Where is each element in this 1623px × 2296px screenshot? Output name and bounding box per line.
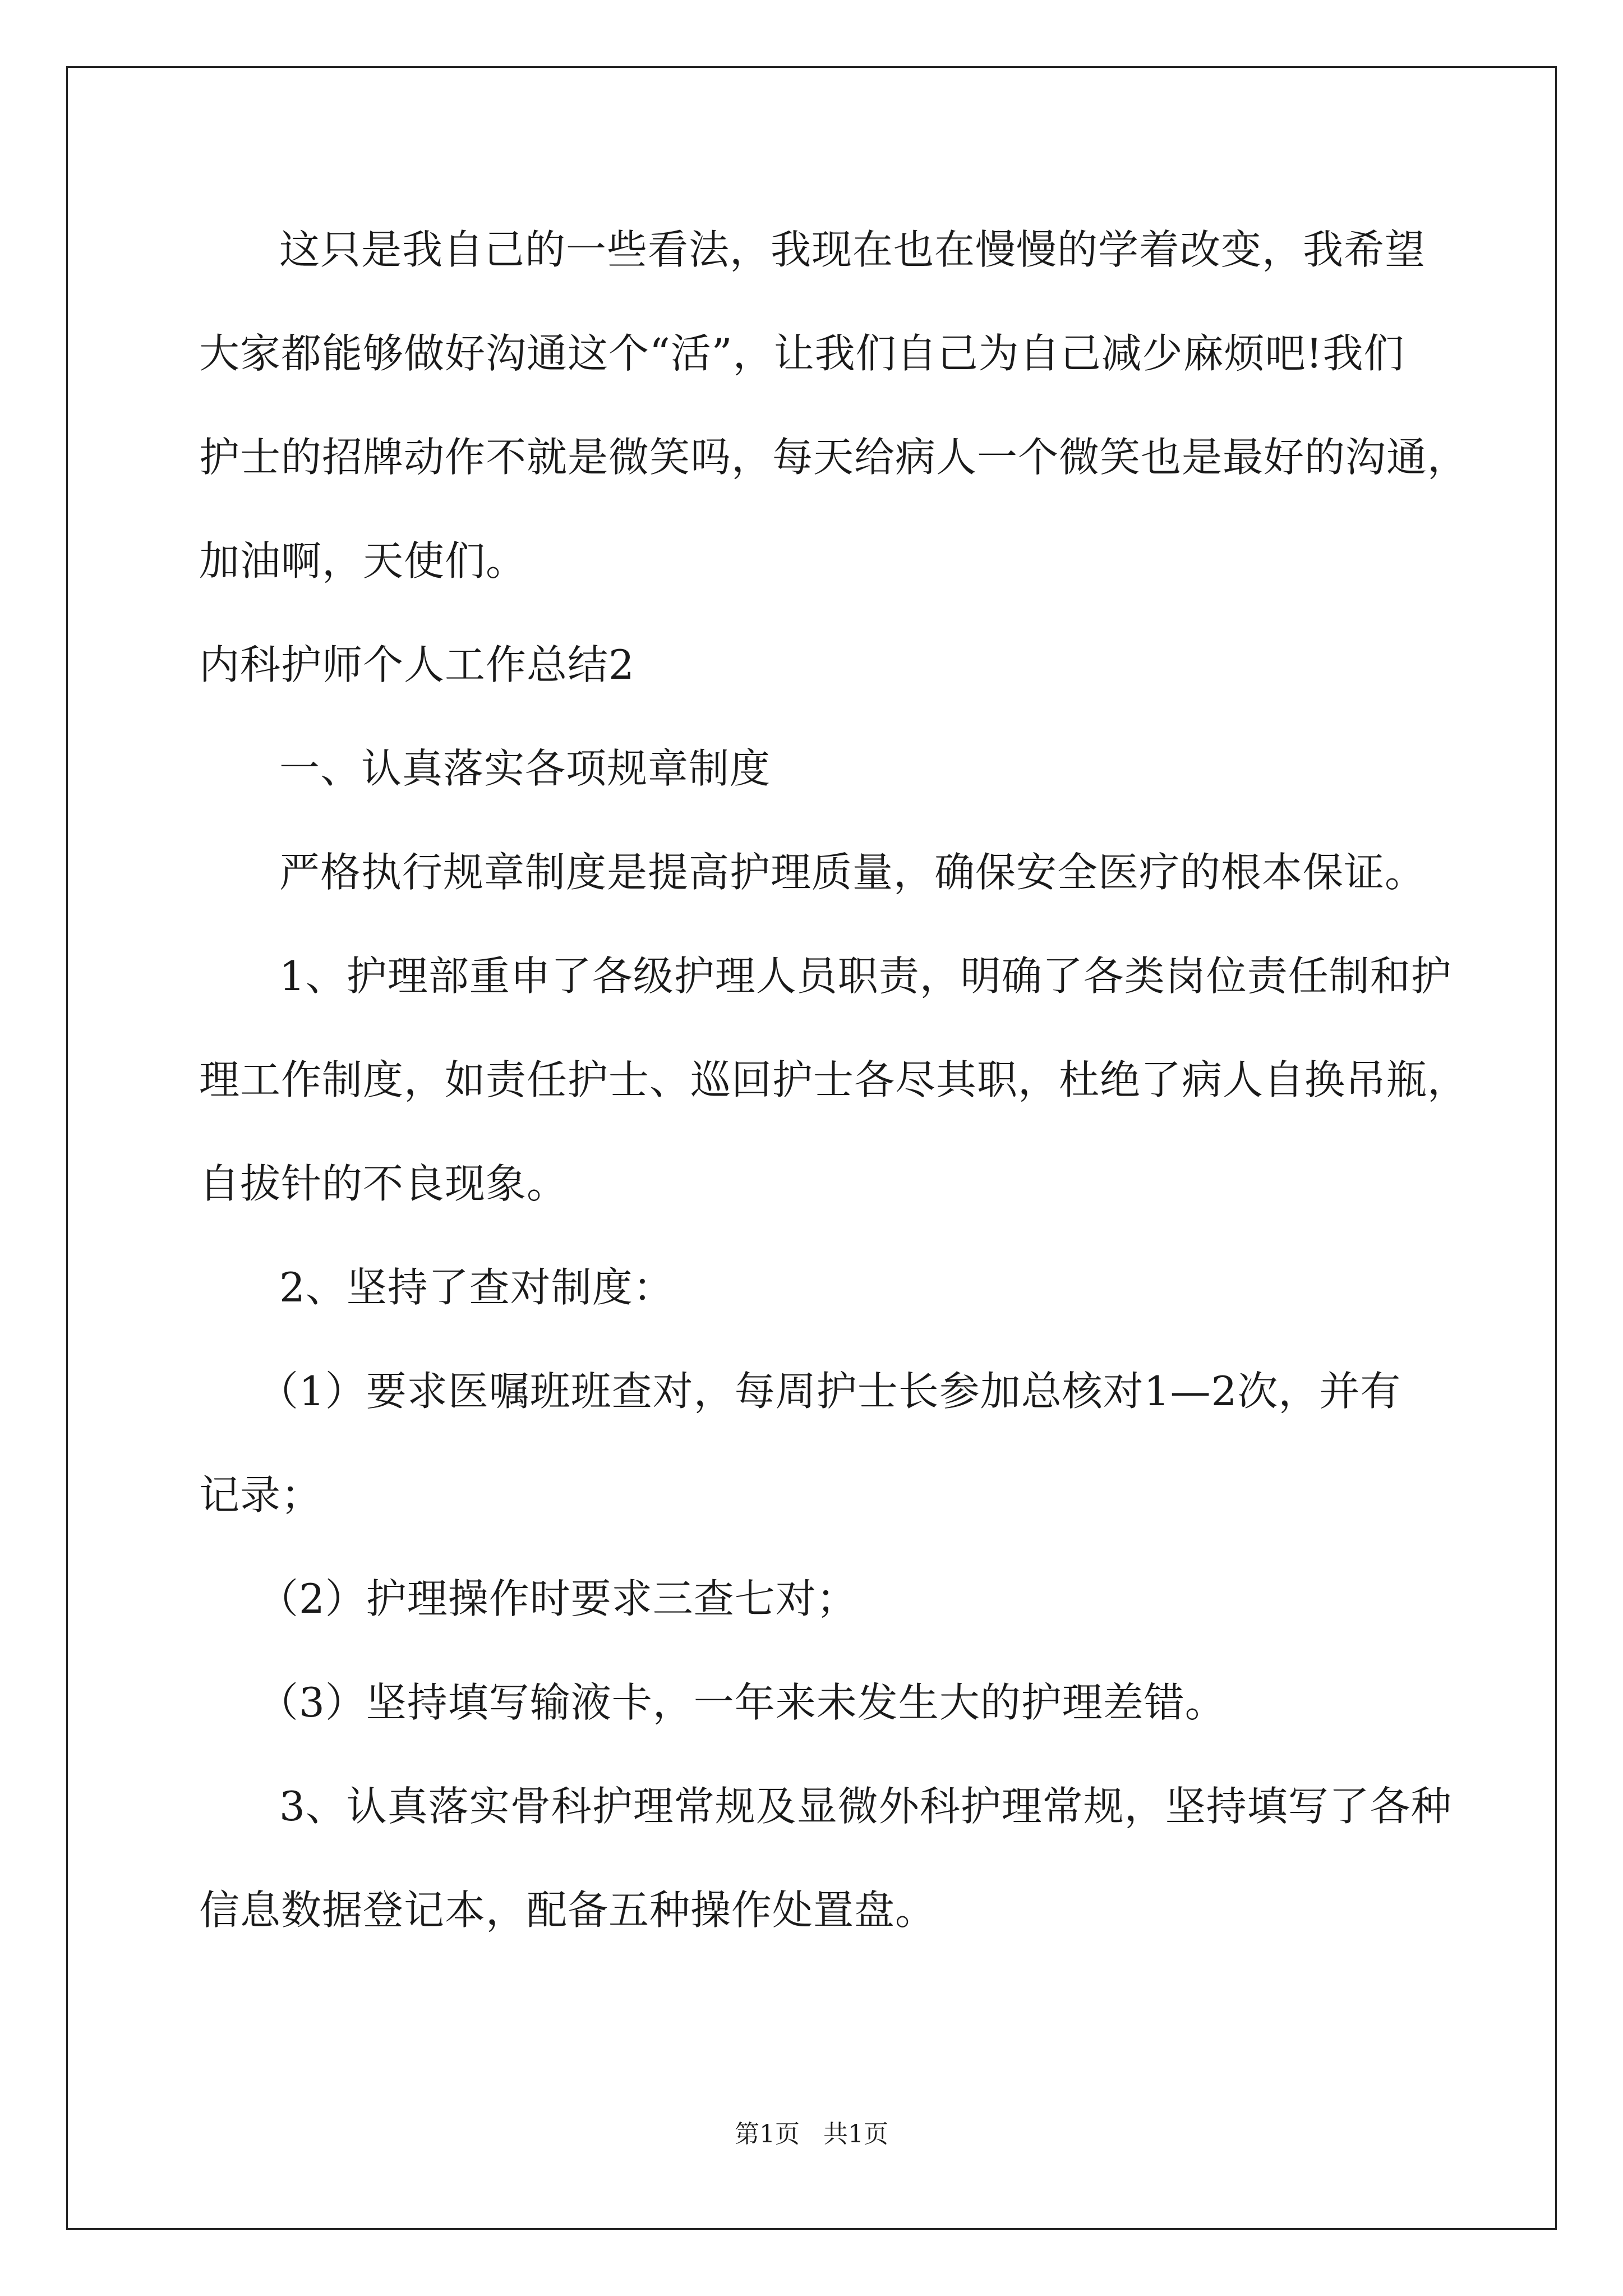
paragraph-line: 护士的招牌动作不就是微笑吗，每天给病人一个微笑也是最好的沟通， <box>199 434 1469 481</box>
subsection-heading: 一、认真落实各项规章制度 <box>279 745 771 792</box>
paragraph-line: （3）坚持填写输液卡，一年来未发生大的护理差错。 <box>258 1679 1226 1726</box>
paragraph-line: 1、护理部重申了各级护理人员职责，明确了各类岗位责任制和护 <box>279 953 1452 1000</box>
paragraph-line: 严格执行规章制度是提高护理质量，确保安全医疗的根本保证。 <box>279 849 1426 896</box>
paragraph-line: 3、认真落实骨科护理常规及显微外科护理常规，坚持填写了各种 <box>279 1783 1452 1830</box>
paragraph-line: 自拔针的不良现象。 <box>199 1160 568 1207</box>
paragraph-line: 2、坚持了查对制度： <box>279 1264 674 1311</box>
page-footer: 第1页 共1页 <box>735 2120 888 2148</box>
paragraph-line: （2）护理操作时要求三查七对； <box>258 1575 857 1622</box>
paragraph-line: （1）要求医嘱班班查对，每周护士长参加总核对1—2次，并有 <box>258 1368 1401 1415</box>
section-heading: 内科护师个人工作总结2 <box>199 641 635 688</box>
paragraph-line: 这只是我自己的一些看法，我现在也在慢慢的学着改变，我希望 <box>279 226 1426 273</box>
paragraph-line: 大家都能够做好沟通这个“活”，让我们自己为自己减少麻烦吧!我们 <box>199 330 1405 377</box>
paragraph-line: 理工作制度，如责任护士、巡回护士各尽其职，杜绝了病人自换吊瓶， <box>199 1056 1469 1103</box>
paragraph-line: 记录； <box>199 1471 322 1519</box>
paragraph-line: 加油啊，天使们。 <box>199 537 527 585</box>
paragraph-line: 信息数据登记本，配备五种操作处置盘。 <box>199 1887 937 1934</box>
